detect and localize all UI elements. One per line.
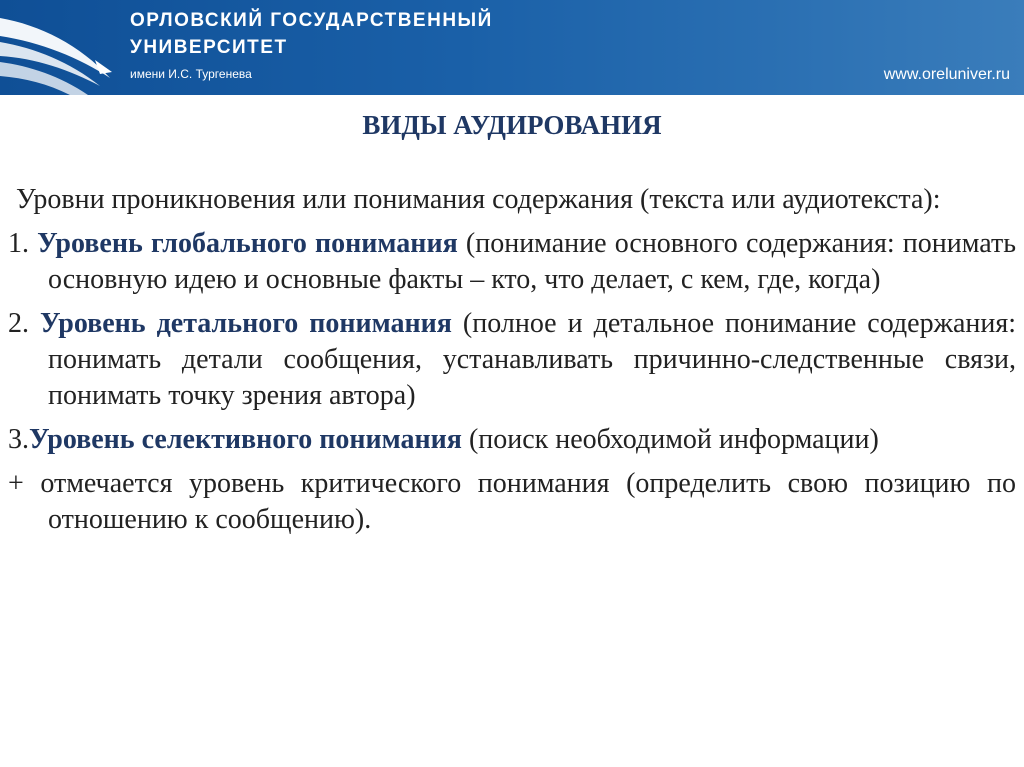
university-logo-icon [0, 0, 118, 95]
item-text: (поиск необходимой информации) [461, 424, 879, 455]
intro-paragraph: Уровни проникновения или понимания содержания (текста или аудиотекста): [16, 184, 941, 215]
note-paragraph: + отмечается уровень критического понимания (определить свою позицию по отношению к сообщению). [8, 468, 1016, 535]
item-number: 2. [8, 308, 40, 339]
item-heading: Уровень глобального понимания [37, 228, 458, 259]
item-number: 1. [8, 228, 38, 259]
item-number: 3. [8, 424, 29, 455]
slide-header [0, 0, 1024, 95]
list-item [8, 306, 1016, 414]
university-name-line3: имени И.С. Тургенева [130, 67, 252, 81]
slide-body [8, 182, 1016, 546]
item-heading: Уровень селективного понимания [29, 424, 462, 455]
slide-title: ВИДЫ АУДИРОВАНИЯ [362, 110, 662, 140]
list-item [8, 422, 1016, 458]
list-item [8, 226, 1016, 298]
item-heading: Уровень детального понимания [40, 308, 452, 339]
item-text: (понимание основного содержания: понимать основную идею и основные факты – кто, что делает, с кем, где, когда) [48, 228, 1017, 295]
item-text: (полное и детальное понимание содержания: понимать детали сообщения, устанавливать причинно-следственные связи, понимать точку зрения автора) [48, 308, 1016, 411]
university-name-line1: ОРЛОВСКИЙ ГОСУДАРСТВЕННЫЙ [130, 10, 493, 31]
university-name-line2: УНИВЕРСИТЕТ [130, 37, 288, 58]
university-url: www.oreluniver.ru [883, 66, 1010, 83]
